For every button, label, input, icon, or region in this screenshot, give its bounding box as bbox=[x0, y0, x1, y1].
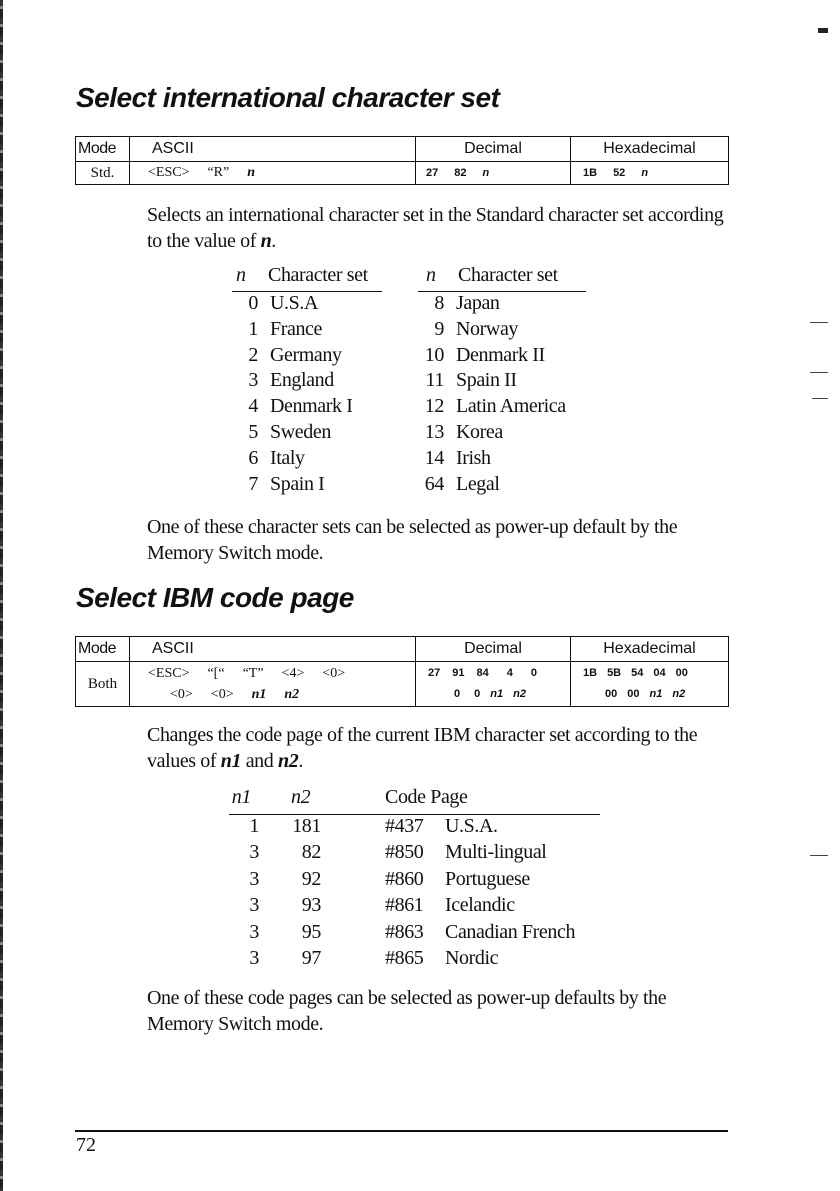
description-text: . bbox=[271, 230, 276, 252]
charset-name: France bbox=[270, 317, 323, 340]
codepage-code: #865 bbox=[385, 946, 424, 969]
hex-token: 5B bbox=[607, 667, 622, 679]
header-character-set: Character set bbox=[268, 264, 368, 286]
ascii-token: <ESC> bbox=[148, 666, 190, 681]
charset-number: 0 bbox=[248, 292, 258, 314]
charset-number: 14 bbox=[424, 446, 444, 469]
decimal-token: 0 bbox=[474, 688, 481, 700]
ascii-sequence bbox=[148, 165, 415, 181]
codepage-row bbox=[229, 841, 600, 867]
codepage-n2: 97 bbox=[301, 946, 321, 969]
table-row bbox=[76, 162, 729, 185]
charset-name: Denmark II bbox=[456, 343, 545, 366]
codepage-row bbox=[229, 947, 600, 973]
charset-number: 9 bbox=[434, 317, 444, 340]
charset-number: 12 bbox=[424, 395, 444, 418]
charset-name: Japan bbox=[456, 292, 500, 314]
ascii-token: <0> bbox=[322, 666, 346, 681]
charset-name: Spain II bbox=[456, 369, 517, 392]
decimal-token: 91 bbox=[452, 667, 465, 679]
decimal-token: 4 bbox=[506, 667, 513, 679]
codepage-code: #860 bbox=[385, 867, 424, 890]
decimal-token: 82 bbox=[454, 167, 467, 179]
charset-row bbox=[418, 292, 586, 318]
decimal-token: n bbox=[482, 167, 490, 179]
charset-number: 1 bbox=[248, 317, 258, 340]
decimal-token: 0 bbox=[454, 688, 461, 700]
codepage-n2: 92 bbox=[301, 867, 321, 890]
description-variable: n2 bbox=[277, 750, 299, 772]
description-text: Selects an international character set in the Standard character set according to the value of bbox=[147, 204, 724, 252]
page-number: 72 bbox=[76, 1134, 96, 1156]
codepage-note: One of these code pages can be selected as power-up defaults by the Memory Switch mode. bbox=[147, 987, 667, 1035]
ascii-sequence-line1 bbox=[148, 663, 415, 684]
hex-token: 52 bbox=[613, 167, 626, 179]
header-mode: Mode bbox=[76, 137, 130, 162]
charset-name: Denmark I bbox=[270, 395, 353, 418]
charset-number: 6 bbox=[248, 446, 258, 469]
section-title-codepage: Select IBM code page bbox=[76, 582, 354, 613]
codepage-code: #861 bbox=[385, 894, 424, 917]
charset-row bbox=[232, 369, 382, 395]
hex-token: 1B bbox=[583, 167, 598, 179]
table-header-row bbox=[76, 137, 729, 162]
table-row bbox=[76, 662, 729, 707]
charset-list-right bbox=[418, 264, 586, 498]
charset-row bbox=[232, 318, 382, 344]
codepage-row bbox=[229, 868, 600, 894]
charset-number: 7 bbox=[248, 472, 258, 495]
ascii-token: “T” bbox=[242, 666, 264, 681]
charset-name: Irish bbox=[456, 446, 491, 469]
codepage-name: Nordic bbox=[445, 946, 499, 969]
hex-token: n bbox=[641, 167, 649, 179]
codepage-n1: 3 bbox=[249, 894, 259, 917]
charset-number: 13 bbox=[424, 420, 444, 443]
codepage-n2: 181 bbox=[292, 815, 321, 837]
charset-row bbox=[418, 344, 586, 370]
ascii-token: <4> bbox=[281, 666, 305, 681]
ascii-token: “[“ bbox=[207, 666, 225, 681]
charset-row bbox=[418, 473, 586, 499]
charset-name: England bbox=[270, 369, 334, 392]
header-n2: n2 bbox=[291, 786, 311, 808]
decimal-token: n1 bbox=[490, 688, 504, 700]
codepage-description bbox=[147, 722, 732, 774]
header-hex: Hexadecimal bbox=[571, 137, 729, 162]
hex-token: 1B bbox=[583, 667, 598, 679]
description-text: Changes the code page of the current IBM character set according to the values of bbox=[147, 724, 698, 772]
codepage-n1: 3 bbox=[249, 920, 259, 943]
decimal-token: 84 bbox=[476, 667, 489, 679]
header-character-set: Character set bbox=[458, 264, 558, 286]
header-hex: Hexadecimal bbox=[571, 637, 729, 662]
charset-description bbox=[147, 202, 732, 254]
hex-token: 00 bbox=[605, 688, 618, 700]
ascii-token: <0> bbox=[170, 687, 193, 702]
header-decimal: Decimal bbox=[416, 137, 571, 162]
codepage-n1: 3 bbox=[249, 867, 259, 890]
charset-list-header bbox=[232, 264, 382, 292]
charset-row bbox=[418, 318, 586, 344]
charset-name: Legal bbox=[456, 472, 500, 495]
hex-token: 00 bbox=[627, 688, 640, 700]
charset-name: Italy bbox=[270, 446, 305, 469]
scan-mark bbox=[810, 372, 828, 373]
codepage-list bbox=[229, 786, 600, 973]
charset-name: Norway bbox=[456, 317, 519, 340]
scan-edge bbox=[0, 0, 3, 1191]
codepage-n1: 1 bbox=[249, 815, 259, 837]
decimal-sequence-line2 bbox=[428, 684, 570, 705]
codepage-name: Canadian French bbox=[445, 920, 576, 943]
codepage-n2: 82 bbox=[301, 841, 321, 864]
codepage-row bbox=[229, 894, 600, 920]
decimal-token: 27 bbox=[428, 667, 441, 679]
charset-name: U.S.A bbox=[270, 292, 319, 314]
command-table-codepage bbox=[75, 636, 729, 707]
command-table-charset bbox=[75, 136, 729, 185]
charset-row bbox=[232, 421, 382, 447]
ascii-token: n2 bbox=[284, 687, 300, 702]
hex-token: 54 bbox=[631, 667, 644, 679]
charset-number: 10 bbox=[424, 343, 444, 366]
hex-token: n1 bbox=[649, 688, 663, 700]
header-n: n bbox=[236, 264, 246, 286]
header-decimal: Decimal bbox=[416, 637, 571, 662]
ascii-token: n1 bbox=[251, 687, 267, 702]
scan-mark bbox=[812, 398, 828, 399]
header-code-page: Code Page bbox=[385, 786, 468, 808]
ascii-sequence-line2 bbox=[148, 684, 415, 705]
charset-row bbox=[418, 447, 586, 473]
table-header-row bbox=[76, 637, 729, 662]
decimal-token: 27 bbox=[426, 167, 439, 179]
charset-list-header bbox=[418, 264, 586, 292]
codepage-code: #437 bbox=[385, 815, 424, 837]
hex-sequence-line1 bbox=[583, 663, 728, 684]
description-text: and bbox=[241, 750, 278, 772]
codepage-code: #863 bbox=[385, 920, 424, 943]
charset-note: One of these character sets can be selected as power-up default by the Memory Switch mode. bbox=[147, 516, 678, 564]
charset-number: 11 bbox=[425, 369, 444, 392]
footer-rule bbox=[75, 1130, 728, 1132]
charset-row bbox=[232, 292, 382, 318]
header-ascii: ASCII bbox=[130, 637, 416, 662]
description-variable: n bbox=[260, 230, 272, 252]
ascii-token: <ESC> bbox=[148, 165, 190, 180]
scan-mark bbox=[810, 855, 828, 856]
codepage-row bbox=[229, 815, 600, 841]
ascii-token: “R” bbox=[207, 165, 230, 180]
mode-value: Both bbox=[76, 662, 130, 707]
hex-token: n2 bbox=[672, 688, 686, 700]
ascii-token: <0> bbox=[210, 687, 234, 702]
charset-row bbox=[418, 369, 586, 395]
mode-value: Std. bbox=[76, 162, 130, 185]
charset-row bbox=[418, 421, 586, 447]
ascii-token: n bbox=[247, 165, 256, 180]
codepage-name: Icelandic bbox=[445, 894, 515, 917]
hex-sequence bbox=[583, 167, 728, 179]
header-n1: n1 bbox=[231, 786, 251, 808]
codepage-n2: 95 bbox=[301, 920, 321, 943]
decimal-sequence bbox=[426, 167, 570, 179]
codepage-name: Portuguese bbox=[445, 867, 530, 890]
charset-number: 2 bbox=[248, 343, 258, 366]
header-ascii: ASCII bbox=[130, 137, 416, 162]
codepage-code: #850 bbox=[385, 841, 424, 864]
codepage-name: U.S.A. bbox=[445, 815, 498, 837]
charset-row bbox=[232, 395, 382, 421]
charset-name: Latin America bbox=[456, 395, 566, 418]
hex-token: 00 bbox=[675, 667, 688, 679]
charset-number: 4 bbox=[248, 395, 258, 418]
charset-row bbox=[232, 344, 382, 370]
decimal-token: n2 bbox=[513, 688, 526, 700]
charset-number: 64 bbox=[424, 472, 444, 495]
decimal-token: 0 bbox=[530, 667, 537, 679]
header-n: n bbox=[426, 264, 436, 286]
hex-token: 04 bbox=[653, 667, 666, 679]
description-text: . bbox=[298, 750, 303, 772]
charset-name: Spain I bbox=[270, 472, 325, 495]
charset-row bbox=[232, 473, 382, 499]
charset-number: 8 bbox=[434, 292, 444, 314]
decimal-sequence-line1 bbox=[428, 663, 570, 684]
scan-mark bbox=[818, 28, 828, 33]
hex-sequence-line2 bbox=[583, 684, 728, 705]
codepage-name: Multi-lingual bbox=[445, 841, 547, 864]
description-variable: n1 bbox=[220, 750, 242, 772]
section-title-charset: Select international character set bbox=[76, 82, 500, 113]
charset-row bbox=[232, 447, 382, 473]
codepage-n1: 3 bbox=[249, 841, 259, 864]
charset-name: Korea bbox=[456, 420, 503, 443]
charset-number: 3 bbox=[248, 369, 258, 392]
codepage-row bbox=[229, 921, 600, 947]
charset-row bbox=[418, 395, 586, 421]
charset-name: Sweden bbox=[270, 420, 331, 443]
charset-name: Germany bbox=[270, 343, 342, 366]
codepage-n1: 3 bbox=[249, 946, 259, 969]
header-mode: Mode bbox=[76, 637, 130, 662]
codepage-n2: 93 bbox=[301, 894, 321, 917]
charset-list-left bbox=[232, 264, 382, 498]
codepage-list-header bbox=[229, 786, 600, 815]
scan-mark bbox=[810, 322, 828, 323]
charset-number: 5 bbox=[248, 420, 258, 443]
